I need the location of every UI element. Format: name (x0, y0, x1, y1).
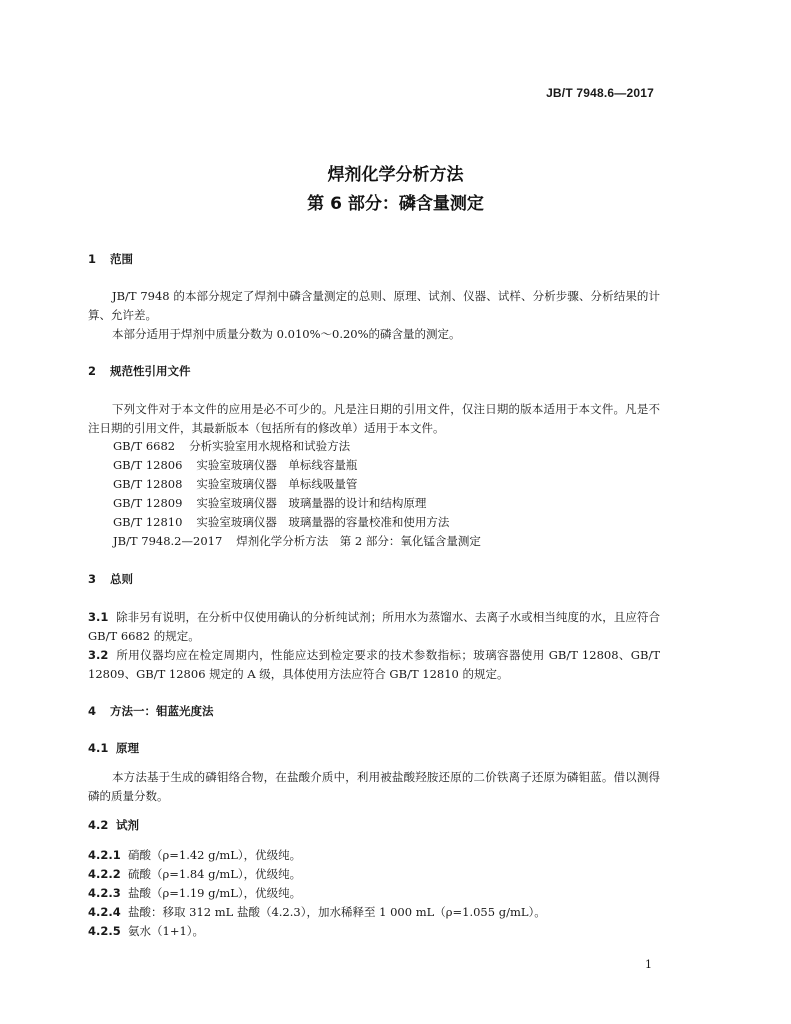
reagent-item (88, 847, 301, 863)
reagent-number: 4.2.4 (88, 905, 121, 919)
reference-code: GB/T 12806 (113, 458, 183, 472)
reference-item (113, 514, 449, 530)
section-number: 2 (88, 364, 97, 378)
section-1-heading (88, 251, 133, 267)
reference-item (113, 438, 350, 454)
reagent-number: 4.2.1 (88, 848, 121, 862)
section-number: 4 (88, 704, 97, 718)
reagent-text: 硫酸（ρ=1.84 g/mL），优级纯。 (128, 867, 302, 881)
clause-text: 所用仪器均应在检定周期内，性能应达到检定要求的技术参数指标；玻璃容器使用 GB/T 12808、GB/T 12809、GB/T 12806 规定的 A 级，具体使用方法应符合 GB/T 12810 的规定。 (88, 648, 660, 681)
clause-3-2 (88, 646, 660, 684)
section-2-intro: 下列文件对于本文件的应用是必不可少的。凡是注日期的引用文件，仅注日期的版本适用于本文件。凡是不注日期的引用文件，其最新版本（包括所有的修改单）适用于本文件。 (88, 402, 660, 435)
standard-code: JB/T 7948.6—2017 (546, 86, 654, 100)
section-4-heading (88, 703, 214, 719)
reagent-text: 盐酸：移取 312 mL 盐酸（4.2.3），加水稀释至 1 000 mL（ρ=1.055 g/mL）。 (128, 905, 546, 919)
reference-code: GB/T 12810 (113, 515, 183, 529)
subsection-title: 原理 (116, 741, 139, 755)
section-2-heading (88, 363, 191, 379)
section-4-1-heading (88, 740, 139, 756)
reference-code: GB/T 12808 (113, 477, 183, 491)
reference-title: 实验室玻璃仪器 玻璃量器的设计和结构原理 (196, 496, 427, 510)
reagent-item (88, 923, 204, 939)
reference-title: 实验室玻璃仪器 单标线吸量管 (196, 477, 358, 491)
reference-title: 实验室玻璃仪器 单标线容量瓶 (196, 458, 358, 472)
reagent-item (88, 885, 301, 901)
reference-code: JB/T 7948.2—2017 (113, 534, 223, 548)
reagent-item (88, 904, 546, 920)
reference-title: 焊剂化学分析方法 第 2 部分：氧化锰含量测定 (236, 534, 481, 548)
section-4-1-paragraph: 本方法基于生成的磷钼络合物，在盐酸介质中，利用被盐酸羟胺还原的二价铁离子还原为磷钼蓝。借以测得磷的质量分数。 (88, 770, 660, 803)
reagent-number: 4.2.2 (88, 867, 121, 881)
section-1-paragraph-1: JB/T 7948 的本部分规定了焊剂中磷含量测定的总则、原理、试剂、仪器、试样、分析步骤、分析结果的计算、允许差。 (88, 289, 660, 322)
subsection-number: 4.1 (88, 741, 109, 755)
section-title: 范围 (110, 252, 133, 266)
section-number: 3 (88, 572, 97, 586)
section-1-paragraph-2: 本部分适用于焊剂中质量分数为 0.010%～0.20%的磷含量的测定。 (112, 327, 461, 341)
subsection-title: 试剂 (116, 818, 139, 832)
clause-text: 除非另有说明，在分析中仅使用确认的分析纯试剂；所用水为蒸馏水、去离子水或相当纯度的水，且应符合 GB/T 6682 的规定。 (88, 610, 660, 643)
section-4-2-heading (88, 817, 139, 833)
document-title: 焊剂化学分析方法 (327, 165, 464, 185)
reference-item (113, 495, 426, 511)
section-number: 1 (88, 252, 97, 266)
reference-item (113, 457, 357, 473)
reference-item (113, 533, 481, 549)
reference-code: GB/T 6682 (113, 439, 176, 453)
reagent-text: 盐酸（ρ=1.19 g/mL），优级纯。 (128, 886, 302, 900)
reagent-number: 4.2.5 (88, 924, 121, 938)
reference-item (113, 476, 357, 492)
reagent-item (88, 866, 301, 882)
reference-title: 分析实验室用水规格和试验方法 (189, 439, 351, 453)
section-3-heading (88, 571, 133, 587)
reference-code: GB/T 12809 (113, 496, 183, 510)
reference-title: 实验室玻璃仪器 玻璃量器的容量校准和使用方法 (196, 515, 450, 529)
section-title: 总则 (110, 572, 133, 586)
section-title: 规范性引用文件 (110, 364, 191, 378)
clause-number: 3.1 (88, 610, 109, 624)
reagent-text: 氨水（1+1）。 (128, 924, 205, 938)
section-title: 方法一：钼蓝光度法 (110, 704, 214, 718)
reagent-text: 硝酸（ρ=1.42 g/mL），优级纯。 (128, 848, 302, 862)
page-number: 1 (645, 958, 652, 971)
reagent-number: 4.2.3 (88, 886, 121, 900)
document-subtitle: 第 6 部分：磷含量测定 (307, 194, 484, 214)
subsection-number: 4.2 (88, 818, 109, 832)
clause-3-1 (88, 608, 660, 646)
clause-number: 3.2 (88, 648, 109, 662)
